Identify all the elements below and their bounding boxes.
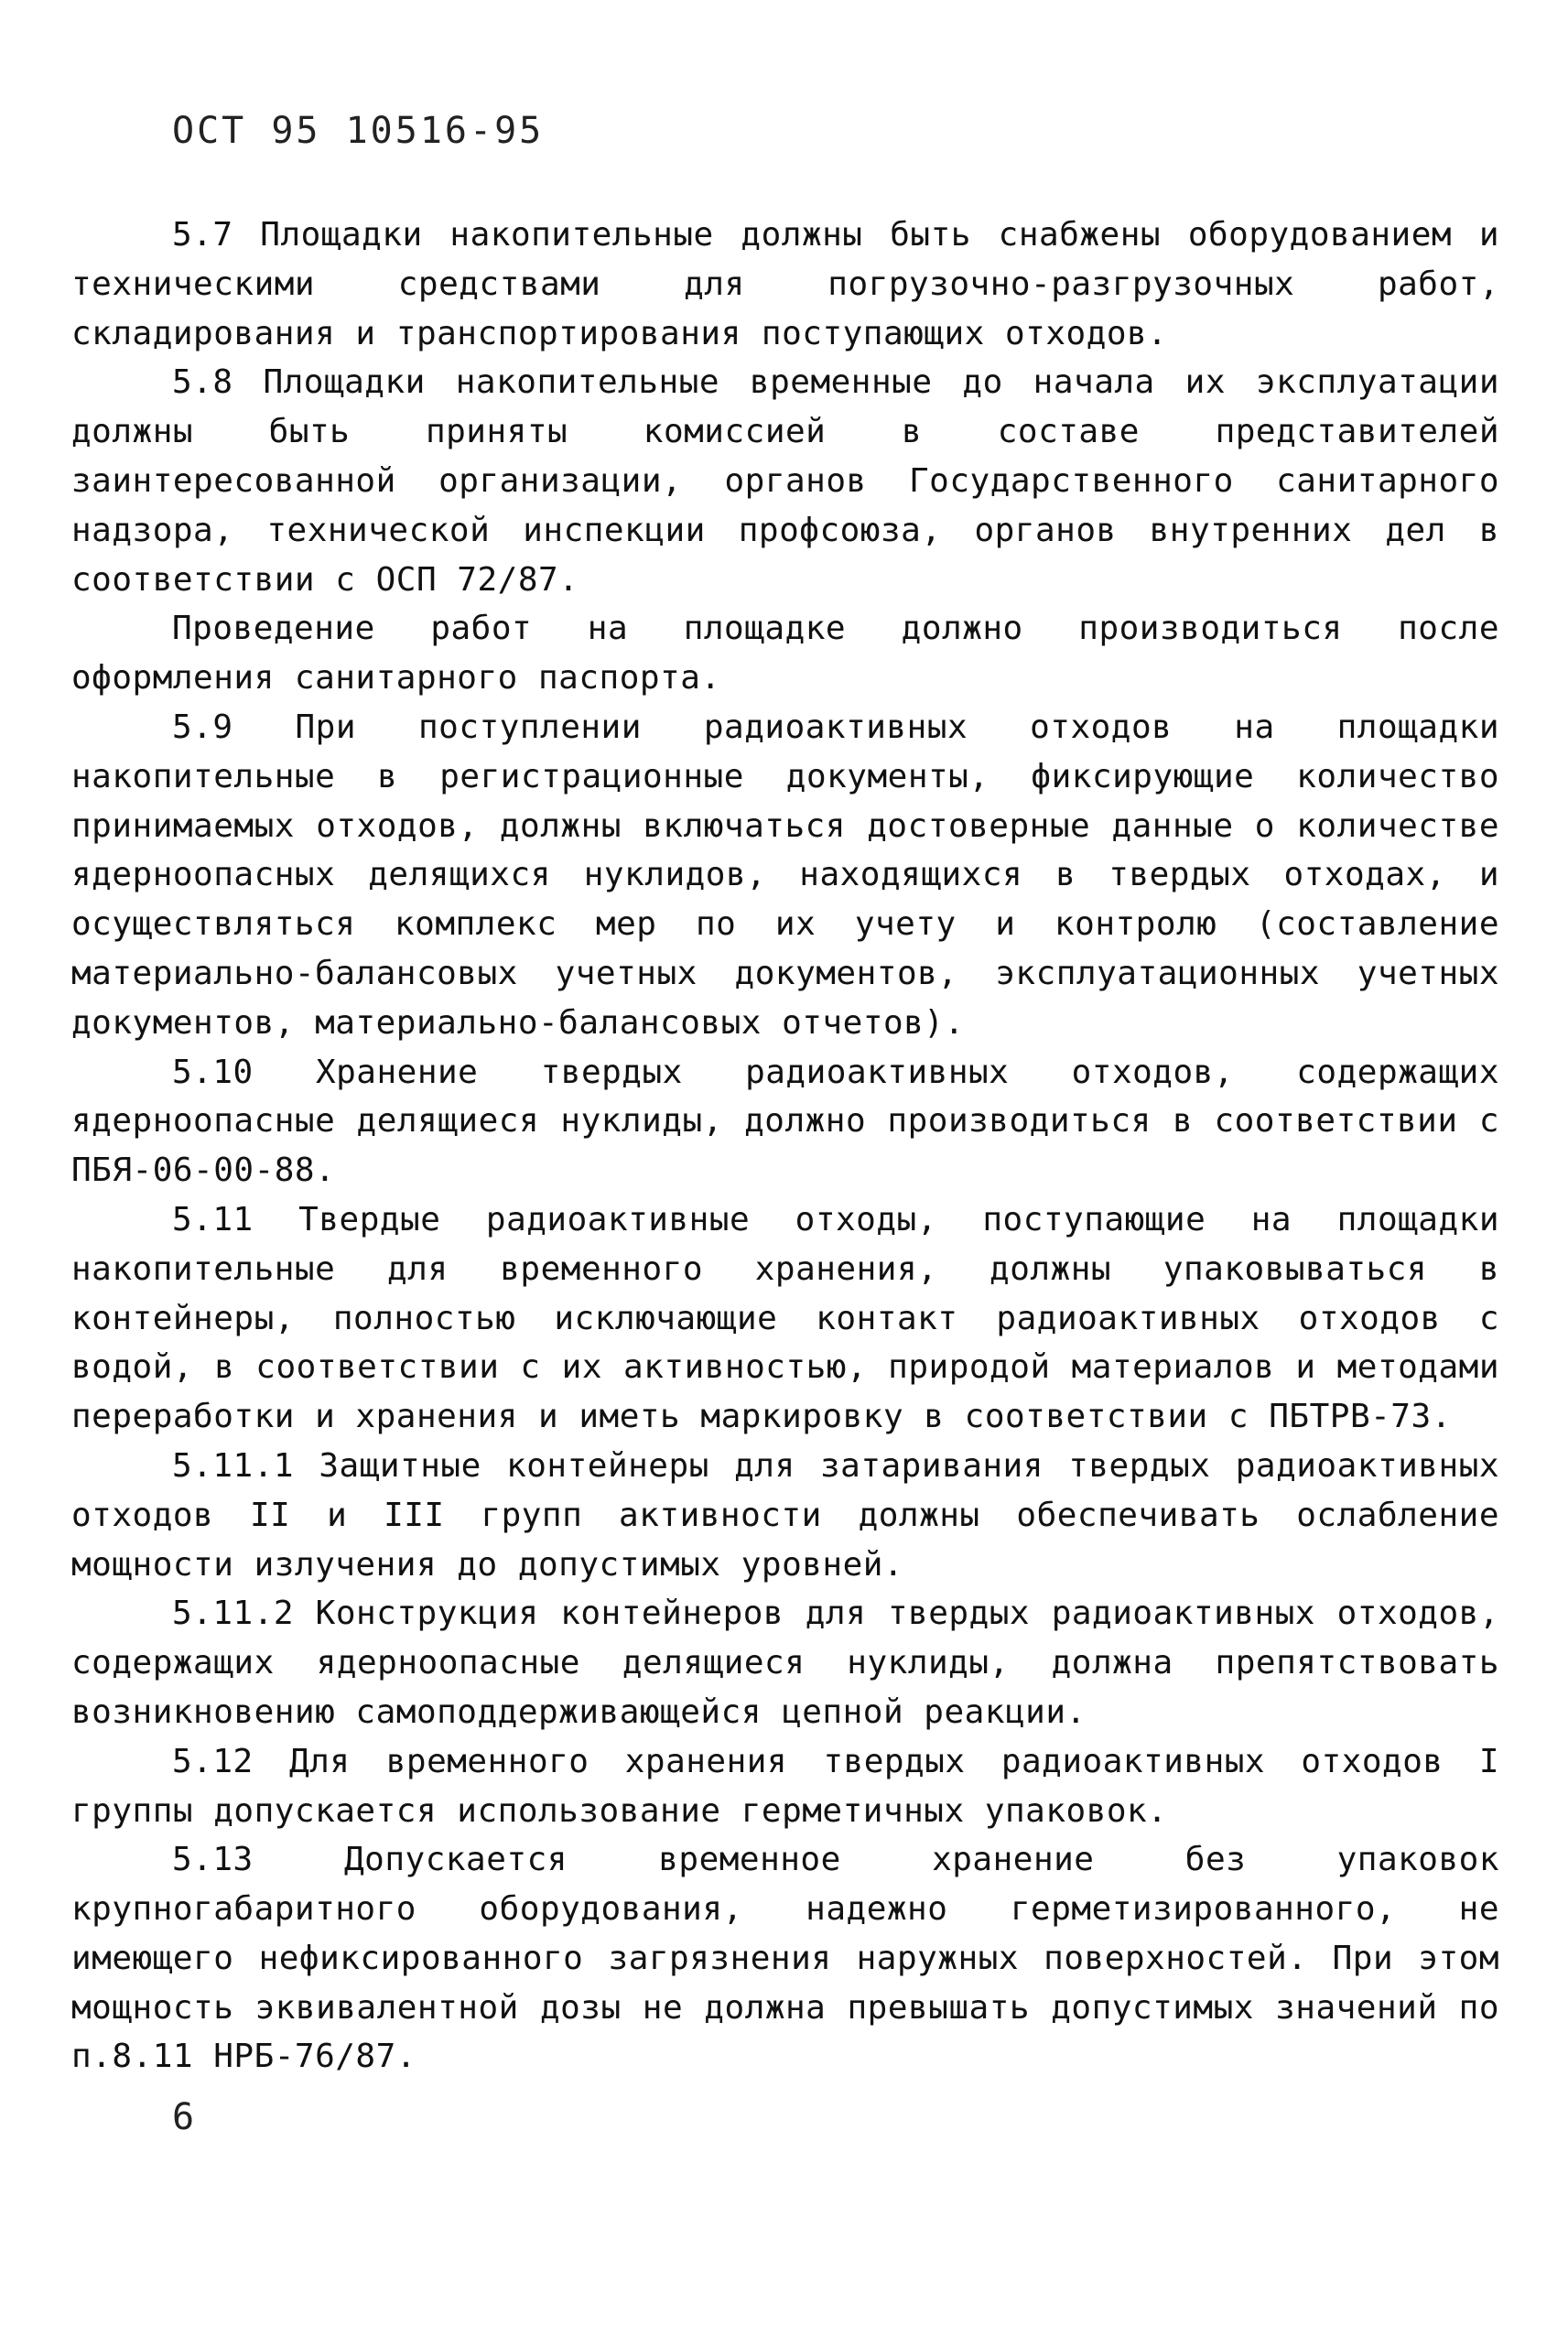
- paragraph-5-12: 5.12 Для временного хранения твердых радиоактивных отходов I группы допускается использование герметичных упаковок.: [71, 1742, 1499, 1830]
- paragraph-5-7: 5.7 Площадки накопительные должны быть снабжены оборудованием и техническими средствами для погрузочно-разгрузочных работ, складирования и транспортирования поступающих отходов.: [71, 216, 1499, 352]
- paragraph-5-11-1: 5.11.1 Защитные контейнеры для затаривания твердых радиоактивных отходов II и III групп активности должны обеспечивать ослабление мощности излучения до допустимых уровней.: [71, 1446, 1499, 1584]
- document-body: [71, 211, 1499, 2082]
- paragraph-5-13: 5.13 Допускается временное хранение без упаковок крупногабаритного оборудования, надежно герметизированного, не имеющего нефиксированного загрязнения наружных поверхностей. При этом мощность эквивалентной дозы не должна превышать допустимых значений по п.8.11 НРБ-76/87.: [71, 1841, 1499, 2076]
- document-code-header: ОСТ 95 10516-95: [172, 110, 545, 152]
- paragraph-5-8: 5.8 Площадки накопительные временные до начала их эксплуатации должны быть приняты комиссией в составе представителей заинтересованной организации, органов Государственного санитарного надзора, технической инспекции профсоюза, органов внутренних дел в соответствии с ОСП 72/87.: [71, 363, 1499, 599]
- page-number: 6: [172, 2096, 195, 2138]
- paragraph-5-9: 5.9 При поступлении радиоактивных отходов на площадки накопительные в регистрационные документы, фиксирующие количество принимаемых отходов, должны включаться достоверные данные о количестве ядерноопасных делящихся нуклидов, находящихся в твердых отходах, и осуществляться комплекс мер по их учету и контролю (составление материально-балансовых учетных документов, эксплуатационных учетных документов, материально-балансовых отчетов).: [71, 708, 1499, 1042]
- paragraph-5-11-2: 5.11.2 Конструкция контейнеров для твердых радиоактивных отходов, содержащих ядерноопасные делящиеся нуклиды, должна препятствовать возникновению самоподдерживающейся цепной реакции.: [71, 1595, 1499, 1731]
- paragraph-5-10: 5.10 Хранение твердых радиоактивных отходов, содержащих ядерноопасные делящиеся нуклиды, должно производиться в соответствии с ПБЯ-06-00-88.: [71, 1053, 1499, 1190]
- paragraph-5-8-continued: Проведение работ на площадке должно производиться после оформления санитарного паспорта.: [71, 610, 1499, 698]
- paragraph-5-11: 5.11 Твердые радиоактивные отходы, поступающие на площадки накопительные для временного хранения, должны упаковываться в контейнеры, полностью исключающие контакт радиоактивных отходов с водой, в соответствии с их активностью, природой материалов и методами переработки и хранения и иметь маркировку в соответствии с ПБТРВ-73.: [71, 1200, 1499, 1436]
